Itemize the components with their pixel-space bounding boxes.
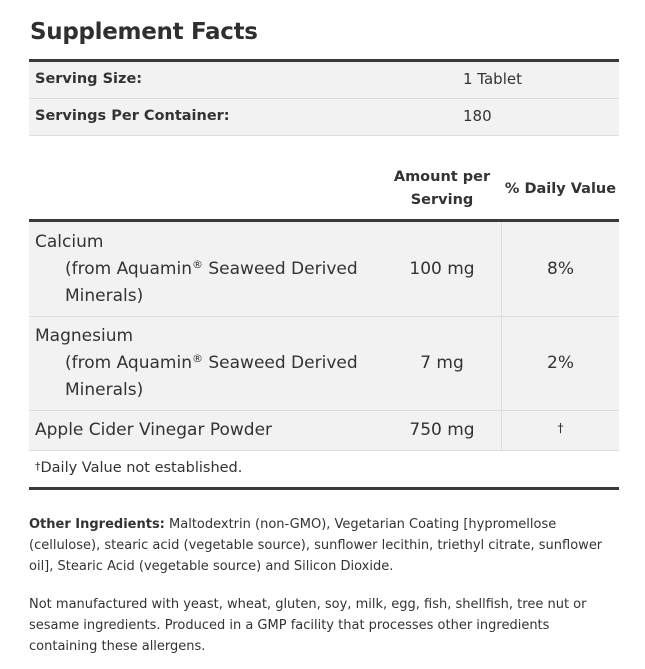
other-ingredients-text: Maltodextrin (non-GMO), Vegetarian Coating [hypromellose (cellulose), stearic acid (vegetable source), sunflower lecithin, triethyl citrate, sunflower oil], Stearic Acid (vegetable source) and Silicon Dioxide. — [29, 517, 603, 574]
nutrient-source-line2: Minerals) — [65, 380, 144, 400]
column-divider — [501, 411, 502, 450]
serving-bottom-divider — [29, 135, 619, 136]
other-ingredients — [29, 514, 619, 577]
nutrient-source-prefix: (from Aquamin — [65, 259, 192, 279]
serving-size-value: 1 Tablet — [463, 70, 522, 88]
footnote-text: Daily Value not established. — [40, 460, 243, 476]
nutrient-amount: 100 mg — [409, 259, 475, 279]
servings-per-container-value: 180 — [463, 107, 492, 125]
page-title: Supplement Facts — [30, 19, 258, 45]
nutrient-source-line2: Minerals) — [65, 286, 144, 306]
other-ingredients-label: Other Ingredients: — [29, 517, 165, 532]
nutrient-daily-value: † — [557, 421, 564, 435]
serving-size-label: Serving Size: — [35, 71, 143, 87]
nutrient-source-prefix: (from Aquamin — [65, 353, 192, 373]
column-header-amount-line2: Serving — [410, 192, 474, 208]
dagger-mark: † — [35, 460, 41, 473]
registered-mark: ® — [191, 352, 203, 365]
column-header-daily-value: % Daily Value — [504, 181, 617, 197]
nutrient-amount: 7 mg — [420, 353, 464, 373]
column-header-amount — [382, 166, 502, 212]
allergen-note: Not manufactured with yeast, wheat, gluten, soy, milk, egg, fish, shellfish, tree nut or sesame ingredients. Produced in a GMP facility that processes other ingredients containing these allergens. — [29, 597, 587, 654]
nutrient-source-suffix: Seaweed Derived — [202, 259, 358, 279]
daily-value-footnote — [35, 460, 242, 476]
column-divider — [501, 317, 502, 410]
nutrient-daily-value: 8% — [547, 259, 574, 279]
nutrient-source — [65, 353, 358, 373]
column-header-amount-line1: Amount per — [393, 169, 491, 185]
nutrient-name: Apple Cider Vinegar Powder — [35, 420, 273, 440]
row-divider — [29, 450, 619, 451]
nutrient-daily-value: 2% — [547, 353, 574, 373]
servings-per-container-label: Servings Per Container: — [35, 108, 230, 124]
nutrient-name: Magnesium — [35, 326, 134, 346]
registered-mark: ® — [191, 258, 203, 271]
bottom-rule — [29, 487, 619, 490]
nutrient-source-suffix: Seaweed Derived — [202, 353, 358, 373]
column-divider — [501, 222, 502, 316]
nutrient-name: Calcium — [35, 232, 104, 252]
nutrient-source — [65, 259, 358, 279]
nutrient-amount: 750 mg — [409, 420, 475, 440]
